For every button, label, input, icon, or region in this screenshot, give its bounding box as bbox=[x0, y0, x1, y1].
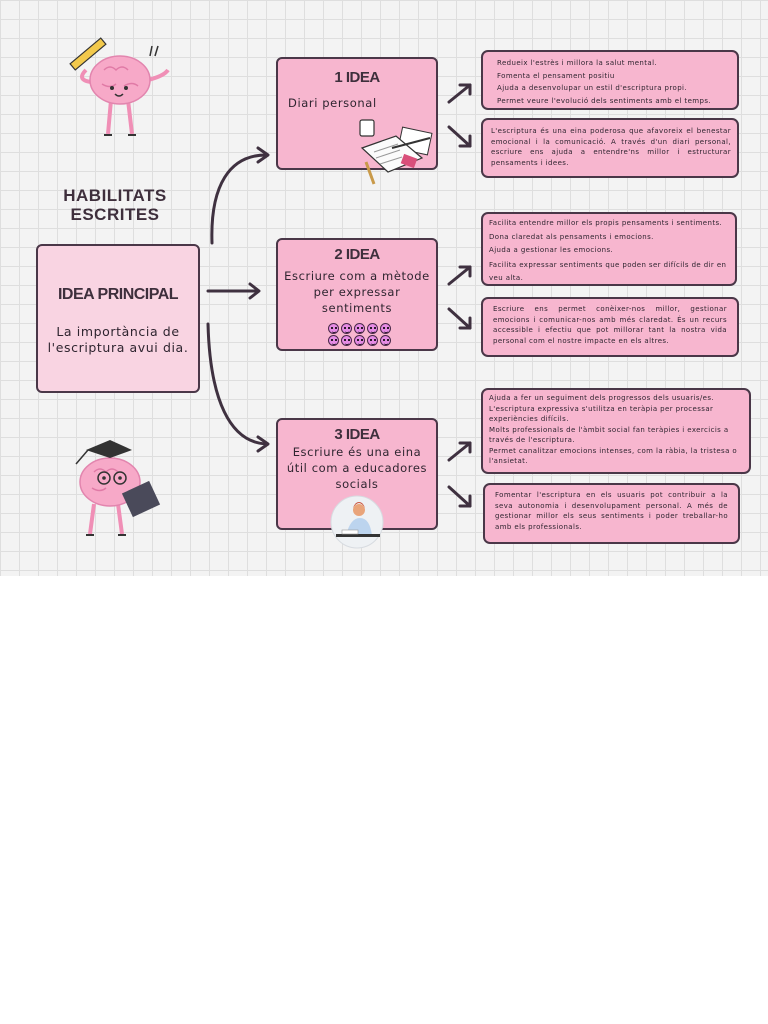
connector-main-to-idea-3 bbox=[200, 320, 280, 450]
writer-woman-illustration-icon bbox=[326, 496, 388, 548]
note-line: Ajuda a desenvolupar un estil d'escriptura propi. bbox=[497, 84, 688, 92]
arrow-idea-3-note-2 bbox=[446, 484, 476, 510]
note-line: Facilita expressar sentiments que poden ser difícils de dir en veu alta. bbox=[489, 260, 727, 282]
note-line: Permet canalitzar emocions intenses, com la ràbia, la tristesa o l'ansietat. bbox=[489, 446, 738, 465]
arrow-idea-2-note-1 bbox=[446, 264, 476, 288]
idea-2-note-2 bbox=[481, 297, 739, 357]
idea-3-note-2 bbox=[483, 483, 740, 544]
title-line-1: HABILITATS bbox=[63, 186, 167, 205]
note-line: Molts professionals de l'àmbit social fan teràpies i exercicis a través de l'escriptura. bbox=[489, 425, 729, 444]
note-line: Redueix l'estrès i millora la salut mental. bbox=[497, 59, 658, 67]
idea-1-note-2 bbox=[481, 118, 739, 178]
idea-3-note-1 bbox=[481, 388, 751, 474]
connector-main-to-idea-2 bbox=[206, 280, 266, 302]
idea-1-text: Diari personal bbox=[288, 96, 377, 110]
main-idea-text: La importància de l'escriptura avui dia. bbox=[47, 324, 189, 355]
brain-graduate-illustration-icon bbox=[66, 436, 166, 540]
note-line: Facilita entendre millor els propis pensaments i sentiments. bbox=[489, 219, 723, 227]
note-line: Ajuda a fer un seguiment dels progressos dels usuaris/es. L'escriptura expressiva s'utilitza en teràpia per processar experiències difícils. bbox=[489, 394, 715, 423]
note-line: Fomenta el pensament positiu bbox=[497, 71, 615, 80]
arrow-idea-1-note-1 bbox=[446, 82, 476, 106]
main-idea-box bbox=[36, 244, 200, 393]
arrow-idea-3-note-1 bbox=[446, 440, 476, 464]
idea-2-heading: 2 IDEA bbox=[334, 246, 380, 263]
journal-illustration-icon bbox=[352, 118, 436, 190]
idea-1-heading: 1 IDEA bbox=[334, 69, 380, 86]
idea-3-text: Escriure és una eina útil com a educadores socials bbox=[286, 445, 428, 491]
note-line: Dona claredat als pensaments i emocions. bbox=[489, 232, 654, 241]
note-paragraph: Escriure ens permet conèixer-nos millor, gestionar emocions i comunicar-nos amb més claredat. És un recurs accessible i efectiu que pot millorar tant la nostra vida personal com el nostre impacte en els altres. bbox=[493, 305, 727, 345]
note-line: Permet veure l'evolució dels sentiments amb el temps. bbox=[497, 96, 712, 105]
emoji-faces-illustration-icon bbox=[328, 323, 392, 346]
connector-main-to-idea-1 bbox=[200, 145, 280, 255]
arrow-idea-1-note-2 bbox=[446, 124, 476, 150]
idea-3-heading: 3 IDEA bbox=[334, 426, 380, 443]
brain-pencil-illustration-icon bbox=[66, 40, 176, 140]
note-paragraph: L'escriptura és una eina poderosa que afavoreix el benestar emocional i la comunicació. A través d'un diari personal, escriure ens ajuda a entendre'ns millor i estructurar pensaments i idees. bbox=[491, 127, 731, 167]
idea-2-note-1 bbox=[481, 212, 737, 286]
title-line-2: ESCRITES bbox=[70, 205, 160, 224]
note-line: Ajuda a gestionar les emocions. bbox=[489, 246, 614, 254]
page-title bbox=[40, 186, 190, 224]
note-paragraph: Fomentar l'escriptura en els usuaris pot contribuir a la seva autonomia i desenvolupament personal. A més de gestionar millor els seus sentiments i poder treballar-ho amb els professionals. bbox=[495, 491, 728, 531]
main-idea-heading: IDEA PRINCIPAL bbox=[57, 286, 179, 303]
idea-1-note-1 bbox=[481, 50, 739, 110]
idea-2-text: Escriure com a mètode per expressar sentiments bbox=[284, 269, 430, 315]
arrow-idea-2-note-2 bbox=[446, 306, 476, 332]
